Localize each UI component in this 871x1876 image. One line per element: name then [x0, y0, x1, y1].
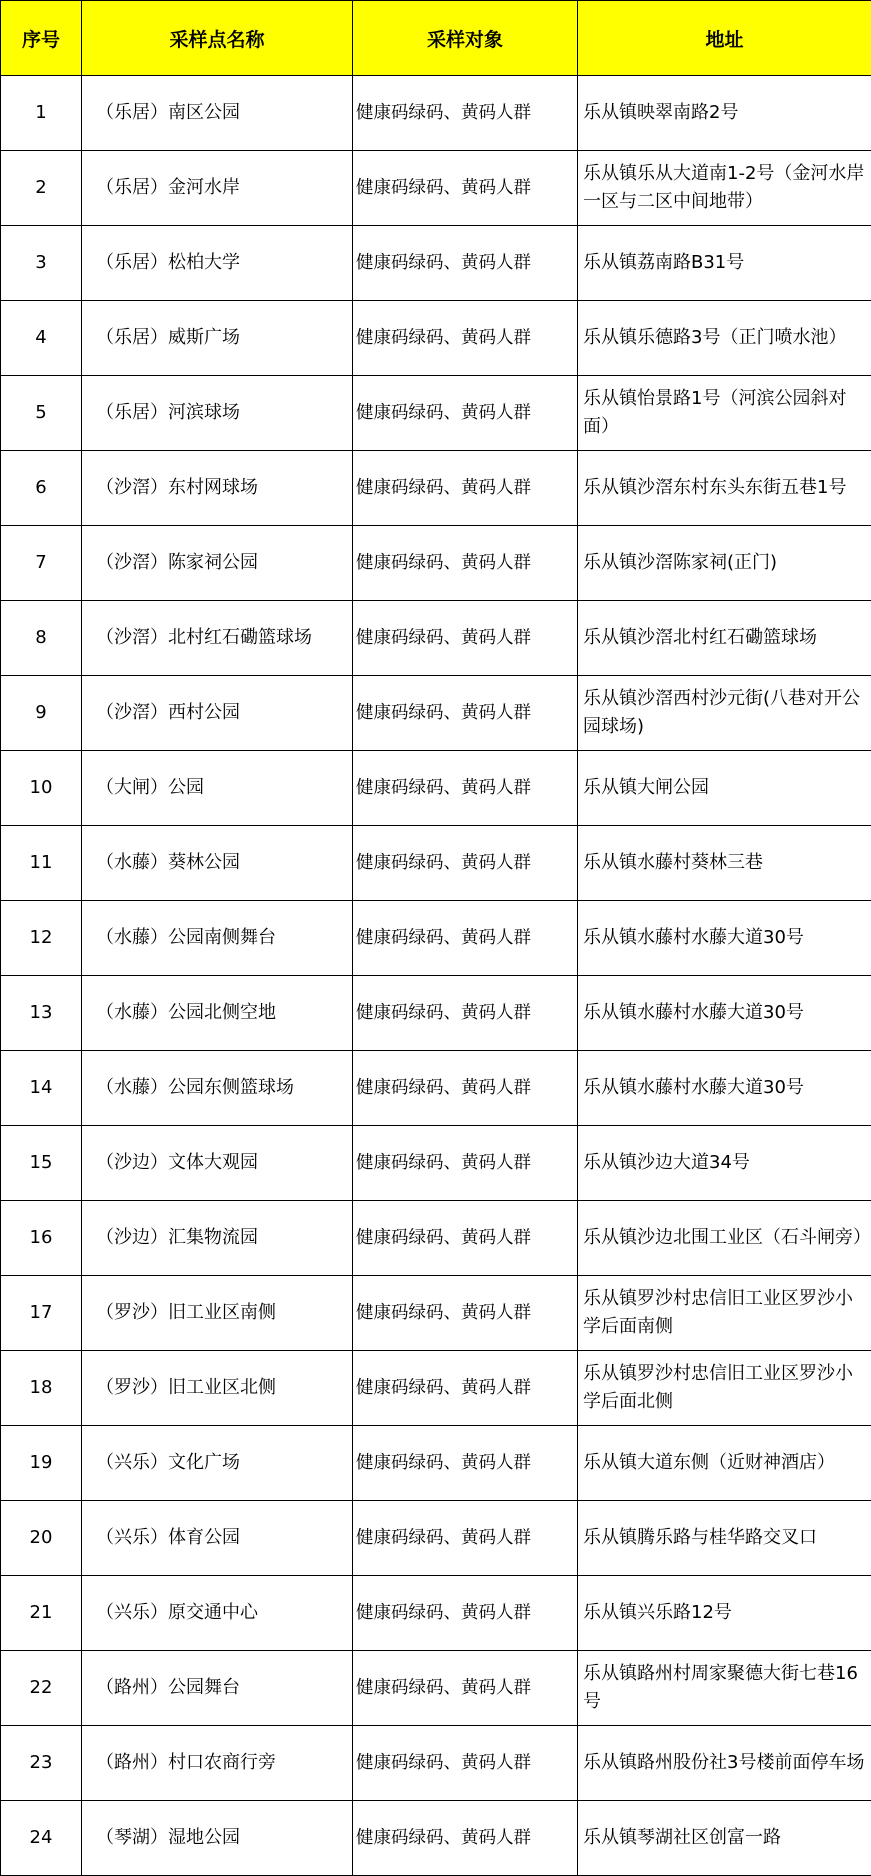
row-index-cell: 21	[1, 1576, 82, 1651]
row-index-cell: 10	[1, 751, 82, 826]
site-name-cell: （沙边）汇集物流园	[82, 1201, 353, 1276]
address-cell: 乐从镇乐从大道南1-2号（金河水岸一区与二区中间地带）	[578, 151, 871, 226]
target-group-cell: 健康码绿码、黄码人群	[353, 976, 578, 1051]
site-name-cell: （水藤）公园东侧篮球场	[82, 1051, 353, 1126]
site-name-cell: （兴乐）文化广场	[82, 1426, 353, 1501]
target-group-cell: 健康码绿码、黄码人群	[353, 826, 578, 901]
site-name-cell: （沙滘）陈家祠公园	[82, 526, 353, 601]
target-group-cell: 健康码绿码、黄码人群	[353, 901, 578, 976]
target-group-cell: 健康码绿码、黄码人群	[353, 1126, 578, 1201]
header-index: 序号	[1, 1, 82, 76]
target-group-cell: 健康码绿码、黄码人群	[353, 76, 578, 151]
row-index-cell: 24	[1, 1801, 82, 1876]
address-cell: 乐从镇罗沙村忠信旧工业区罗沙小学后面南侧	[578, 1276, 871, 1351]
address-cell: 乐从镇荔南路B31号	[578, 226, 871, 301]
address-cell: 乐从镇路州村周家聚德大街七巷16号	[578, 1651, 871, 1726]
row-index-cell: 1	[1, 76, 82, 151]
target-group-cell: 健康码绿码、黄码人群	[353, 226, 578, 301]
table-row	[1, 1426, 871, 1501]
site-name-cell: （琴湖）湿地公园	[82, 1801, 353, 1876]
row-index-cell: 18	[1, 1351, 82, 1426]
table-row	[1, 1726, 871, 1801]
row-index-cell: 3	[1, 226, 82, 301]
row-index-cell: 6	[1, 451, 82, 526]
site-name-cell: （乐居）金河水岸	[82, 151, 353, 226]
row-index-cell: 7	[1, 526, 82, 601]
table-row	[1, 1576, 871, 1651]
table-header	[1, 1, 871, 76]
row-index-cell: 22	[1, 1651, 82, 1726]
site-name-cell: （乐居）威斯广场	[82, 301, 353, 376]
row-index-cell: 17	[1, 1276, 82, 1351]
target-group-cell: 健康码绿码、黄码人群	[353, 751, 578, 826]
table-body	[1, 76, 871, 1876]
site-name-cell: （水藤）葵林公园	[82, 826, 353, 901]
table-row	[1, 1201, 871, 1276]
row-index-cell: 20	[1, 1501, 82, 1576]
header-target: 采样对象	[353, 1, 578, 76]
target-group-cell: 健康码绿码、黄码人群	[353, 1726, 578, 1801]
target-group-cell: 健康码绿码、黄码人群	[353, 1276, 578, 1351]
target-group-cell: 健康码绿码、黄码人群	[353, 1801, 578, 1876]
table-row	[1, 1651, 871, 1726]
target-group-cell: 健康码绿码、黄码人群	[353, 1351, 578, 1426]
address-cell: 乐从镇水藤村水藤大道30号	[578, 1051, 871, 1126]
header-row	[1, 1, 871, 76]
address-cell: 乐从镇大道东侧（近财神酒店）	[578, 1426, 871, 1501]
target-group-cell: 健康码绿码、黄码人群	[353, 451, 578, 526]
site-name-cell: （兴乐）体育公园	[82, 1501, 353, 1576]
table-row	[1, 1351, 871, 1426]
table-row	[1, 1801, 871, 1876]
table-row	[1, 226, 871, 301]
address-cell: 乐从镇沙边北围工业区（石斗闸旁）	[578, 1201, 871, 1276]
address-cell: 乐从镇琴湖社区创富一路	[578, 1801, 871, 1876]
target-group-cell: 健康码绿码、黄码人群	[353, 301, 578, 376]
target-group-cell: 健康码绿码、黄码人群	[353, 1426, 578, 1501]
address-cell: 乐从镇怡景路1号（河滨公园斜对面）	[578, 376, 871, 451]
address-cell: 乐从镇大闸公园	[578, 751, 871, 826]
target-group-cell: 健康码绿码、黄码人群	[353, 601, 578, 676]
address-cell: 乐从镇罗沙村忠信旧工业区罗沙小学后面北侧	[578, 1351, 871, 1426]
table-row	[1, 826, 871, 901]
address-cell: 乐从镇沙滘东村东头东街五巷1号	[578, 451, 871, 526]
address-cell: 乐从镇沙滘陈家祠(正门)	[578, 526, 871, 601]
row-index-cell: 12	[1, 901, 82, 976]
row-index-cell: 15	[1, 1126, 82, 1201]
site-name-cell: （罗沙）旧工业区南侧	[82, 1276, 353, 1351]
site-name-cell: （路州）公园舞台	[82, 1651, 353, 1726]
address-cell: 乐从镇水藤村葵林三巷	[578, 826, 871, 901]
table-row	[1, 751, 871, 826]
site-name-cell: （沙边）文体大观园	[82, 1126, 353, 1201]
row-index-cell: 23	[1, 1726, 82, 1801]
target-group-cell: 健康码绿码、黄码人群	[353, 1201, 578, 1276]
site-name-cell: （水藤）公园南侧舞台	[82, 901, 353, 976]
table-row	[1, 1051, 871, 1126]
address-cell: 乐从镇兴乐路12号	[578, 1576, 871, 1651]
row-index-cell: 13	[1, 976, 82, 1051]
target-group-cell: 健康码绿码、黄码人群	[353, 1576, 578, 1651]
address-cell: 乐从镇路州股份社3号楼前面停车场	[578, 1726, 871, 1801]
table-row	[1, 601, 871, 676]
site-name-cell: （水藤）公园北侧空地	[82, 976, 353, 1051]
row-index-cell: 11	[1, 826, 82, 901]
table-row	[1, 976, 871, 1051]
target-group-cell: 健康码绿码、黄码人群	[353, 1651, 578, 1726]
site-name-cell: （大闸）公园	[82, 751, 353, 826]
address-cell: 乐从镇映翠南路2号	[578, 76, 871, 151]
row-index-cell: 4	[1, 301, 82, 376]
table-row	[1, 451, 871, 526]
table-row	[1, 526, 871, 601]
site-name-cell: （路州）村口农商行旁	[82, 1726, 353, 1801]
target-group-cell: 健康码绿码、黄码人群	[353, 1501, 578, 1576]
table-row	[1, 301, 871, 376]
header-name: 采样点名称	[82, 1, 353, 76]
site-name-cell: （乐居）松柏大学	[82, 226, 353, 301]
table-row	[1, 1501, 871, 1576]
address-cell: 乐从镇沙滘北村红石磡篮球场	[578, 601, 871, 676]
target-group-cell: 健康码绿码、黄码人群	[353, 376, 578, 451]
site-name-cell: （罗沙）旧工业区北侧	[82, 1351, 353, 1426]
table-row	[1, 376, 871, 451]
row-index-cell: 9	[1, 676, 82, 751]
target-group-cell: 健康码绿码、黄码人群	[353, 1051, 578, 1126]
row-index-cell: 19	[1, 1426, 82, 1501]
row-index-cell: 2	[1, 151, 82, 226]
header-address: 地址	[578, 1, 871, 76]
target-group-cell: 健康码绿码、黄码人群	[353, 151, 578, 226]
table-row	[1, 1276, 871, 1351]
site-name-cell: （沙滘）北村红石磡篮球场	[82, 601, 353, 676]
target-group-cell: 健康码绿码、黄码人群	[353, 676, 578, 751]
address-cell: 乐从镇水藤村水藤大道30号	[578, 901, 871, 976]
table-row	[1, 76, 871, 151]
table-row	[1, 1126, 871, 1201]
site-name-cell: （沙滘）西村公园	[82, 676, 353, 751]
target-group-cell: 健康码绿码、黄码人群	[353, 526, 578, 601]
row-index-cell: 8	[1, 601, 82, 676]
table-row	[1, 901, 871, 976]
site-name-cell: （乐居）河滨球场	[82, 376, 353, 451]
address-cell: 乐从镇沙边大道34号	[578, 1126, 871, 1201]
site-name-cell: （兴乐）原交通中心	[82, 1576, 353, 1651]
row-index-cell: 5	[1, 376, 82, 451]
address-cell: 乐从镇乐德路3号（正门喷水池）	[578, 301, 871, 376]
table-row	[1, 151, 871, 226]
site-name-cell: （沙滘）东村网球场	[82, 451, 353, 526]
row-index-cell: 16	[1, 1201, 82, 1276]
table-row	[1, 676, 871, 751]
address-cell: 乐从镇沙滘西村沙元街(八巷对开公园球场)	[578, 676, 871, 751]
site-name-cell: （乐居）南区公园	[82, 76, 353, 151]
address-cell: 乐从镇水藤村水藤大道30号	[578, 976, 871, 1051]
address-cell: 乐从镇腾乐路与桂华路交叉口	[578, 1501, 871, 1576]
row-index-cell: 14	[1, 1051, 82, 1126]
